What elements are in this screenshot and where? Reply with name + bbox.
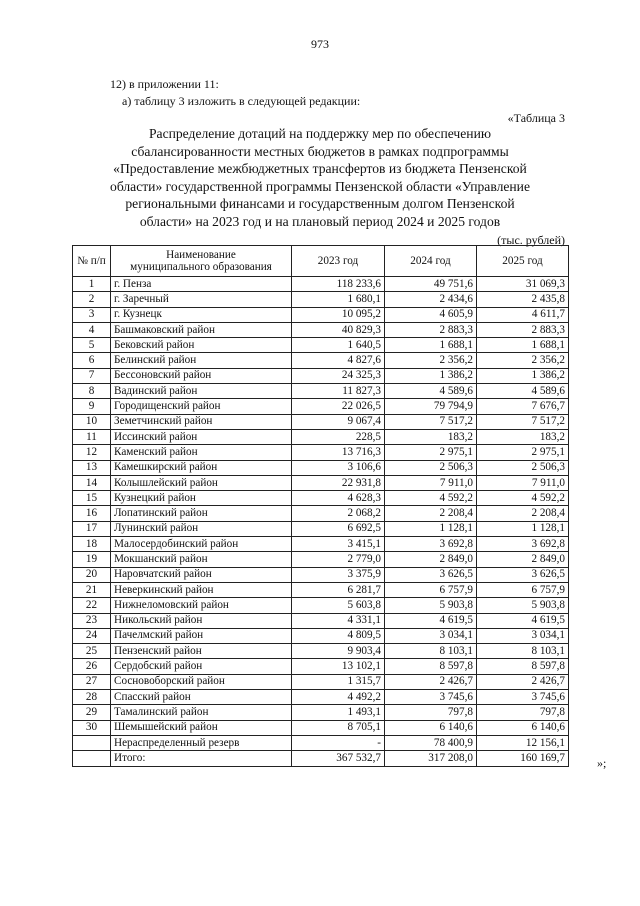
units-label: (тыс. рублей) — [497, 233, 565, 247]
value-2025: 5 903,8 — [477, 598, 569, 613]
municipality-name: Пензенский район — [111, 644, 292, 659]
table-row — [73, 613, 569, 628]
value-2023: 8 705,1 — [292, 720, 385, 735]
value-2024: 8 103,1 — [385, 644, 477, 659]
row-number: 13 — [73, 460, 111, 475]
municipality-name: г. Пенза — [111, 277, 292, 292]
value-2025: 183,2 — [477, 429, 569, 444]
table-row — [73, 735, 569, 750]
header-number: № п/п — [73, 246, 111, 277]
title-line: сбалансированности местных бюджетов в рамках подпрограммы — [131, 143, 509, 159]
title-line: области» государственной программы Пензенской области «Управление — [110, 178, 530, 194]
value-2024: 4 592,2 — [385, 491, 477, 506]
value-2023: 1 640,5 — [292, 338, 385, 353]
value-2025: 2 506,3 — [477, 460, 569, 475]
value-2023: 367 532,7 — [292, 751, 385, 766]
value-2024: 317 208,0 — [385, 751, 477, 766]
table-row — [73, 491, 569, 506]
value-2024: 2 426,7 — [385, 674, 477, 689]
header-2024: 2024 год — [385, 246, 477, 277]
table-row — [73, 552, 569, 567]
table-row — [73, 429, 569, 444]
value-2023: 4 809,5 — [292, 628, 385, 643]
municipality-name: Спасский район — [111, 690, 292, 705]
municipality-name: Бековский район — [111, 338, 292, 353]
value-2023: 22 931,8 — [292, 475, 385, 490]
table-row — [73, 521, 569, 536]
value-2025: 2 975,1 — [477, 445, 569, 460]
subsidy-table — [72, 245, 569, 767]
row-number: 26 — [73, 659, 111, 674]
municipality-name: Иссинский район — [111, 429, 292, 444]
value-2023: 3 415,1 — [292, 537, 385, 552]
value-2025: 4 589,6 — [477, 384, 569, 399]
table-row — [73, 307, 569, 322]
row-number: 12 — [73, 445, 111, 460]
value-2025: 3 692,8 — [477, 537, 569, 552]
value-2025: 3 745,6 — [477, 690, 569, 705]
table-row — [73, 690, 569, 705]
value-2024: 4 589,6 — [385, 384, 477, 399]
row-number: 15 — [73, 491, 111, 506]
row-number: 3 — [73, 307, 111, 322]
row-number: 18 — [73, 537, 111, 552]
value-2024: 4 619,5 — [385, 613, 477, 628]
title-line: Распределение дотаций на поддержку мер по обеспечению — [148, 126, 492, 141]
value-2023: 4 331,1 — [292, 613, 385, 628]
municipality-name: Сосновоборский район — [111, 674, 292, 689]
value-2024: 183,2 — [385, 429, 477, 444]
value-2025: 4 592,2 — [477, 491, 569, 506]
value-2023: 3 106,6 — [292, 460, 385, 475]
value-2024: 49 751,6 — [385, 277, 477, 292]
title-line: «Предоставление межбюджетных трансфертов из бюджета Пензенской — [113, 161, 527, 177]
row-number: 25 — [73, 644, 111, 659]
table-row — [73, 414, 569, 429]
table-row — [73, 720, 569, 735]
value-2025: 8 103,1 — [477, 644, 569, 659]
table-row — [73, 537, 569, 552]
value-2025: 2 435,8 — [477, 292, 569, 307]
value-2023: 4 492,2 — [292, 690, 385, 705]
table-row — [73, 705, 569, 720]
value-2024: 1 128,1 — [385, 521, 477, 536]
value-2025: 1 386,2 — [477, 368, 569, 383]
value-2024: 6 140,6 — [385, 720, 477, 735]
row-number: 2 — [73, 292, 111, 307]
header-name — [111, 246, 292, 277]
value-2023: 3 375,9 — [292, 567, 385, 582]
row-number — [73, 751, 111, 766]
value-2023: 228,5 — [292, 429, 385, 444]
value-2025: 1 128,1 — [477, 521, 569, 536]
value-2024: 1 386,2 — [385, 368, 477, 383]
value-2024: 2 506,3 — [385, 460, 477, 475]
value-2025: 3 626,5 — [477, 567, 569, 582]
value-2025: 797,8 — [477, 705, 569, 720]
value-2024: 7 517,2 — [385, 414, 477, 429]
municipality-name: Земетчинский район — [111, 414, 292, 429]
table-title — [72, 125, 568, 231]
value-2025: 160 169,7 — [477, 751, 569, 766]
row-number: 27 — [73, 674, 111, 689]
value-2023: - — [292, 735, 385, 750]
table-row — [73, 506, 569, 521]
municipality-name: г. Заречный — [111, 292, 292, 307]
row-number: 11 — [73, 429, 111, 444]
row-number: 4 — [73, 322, 111, 337]
value-2024: 79 794,9 — [385, 399, 477, 414]
value-2023: 13 716,3 — [292, 445, 385, 460]
row-number: 1 — [73, 277, 111, 292]
row-number: 17 — [73, 521, 111, 536]
row-number: 10 — [73, 414, 111, 429]
value-2023: 40 829,3 — [292, 322, 385, 337]
value-2024: 3 692,8 — [385, 537, 477, 552]
row-number: 9 — [73, 399, 111, 414]
value-2025: 7 911,0 — [477, 475, 569, 490]
municipality-name: Наровчатский район — [111, 567, 292, 582]
municipality-name: Шемышейский район — [111, 720, 292, 735]
value-2023: 2 779,0 — [292, 552, 385, 567]
row-number: 29 — [73, 705, 111, 720]
table-row — [73, 368, 569, 383]
value-2023: 4 628,3 — [292, 491, 385, 506]
row-number — [73, 735, 111, 750]
row-number: 7 — [73, 368, 111, 383]
value-2024: 78 400,9 — [385, 735, 477, 750]
title-line: области» на 2023 год и на плановый период 2024 и 2025 годов — [139, 213, 501, 229]
table-row — [73, 353, 569, 368]
value-2025: 12 156,1 — [477, 735, 569, 750]
value-2024: 3 745,6 — [385, 690, 477, 705]
value-2023: 11 827,3 — [292, 384, 385, 399]
table-row — [73, 292, 569, 307]
row-number: 19 — [73, 552, 111, 567]
value-2024: 1 688,1 — [385, 338, 477, 353]
value-2024: 2 208,4 — [385, 506, 477, 521]
row-number: 30 — [73, 720, 111, 735]
municipality-name: Мокшанский район — [111, 552, 292, 567]
value-2025: 6 757,9 — [477, 582, 569, 597]
table-row — [73, 582, 569, 597]
value-2025: 1 688,1 — [477, 338, 569, 353]
header-name-line1: Наименование — [166, 249, 236, 261]
municipality-name: Пачелмский район — [111, 628, 292, 643]
value-2025: 2 883,3 — [477, 322, 569, 337]
table-row — [73, 567, 569, 582]
table-row — [73, 338, 569, 353]
header-name-line2: муниципального образования — [130, 261, 272, 273]
row-number: 14 — [73, 475, 111, 490]
closing-quote: »; — [597, 756, 607, 770]
value-2024: 7 911,0 — [385, 475, 477, 490]
value-2025: 2 849,0 — [477, 552, 569, 567]
municipality-name: Каменский район — [111, 445, 292, 460]
municipality-name: Сердобский район — [111, 659, 292, 674]
municipality-name: Городищенский район — [111, 399, 292, 414]
value-2025: 4 611,7 — [477, 307, 569, 322]
value-2023: 13 102,1 — [292, 659, 385, 674]
page-number: 973 — [311, 37, 329, 51]
municipality-name: Вадинский район — [111, 384, 292, 399]
row-number: 5 — [73, 338, 111, 353]
value-2025: 2 426,7 — [477, 674, 569, 689]
value-2024: 8 597,8 — [385, 659, 477, 674]
value-2024: 2 434,6 — [385, 292, 477, 307]
table-row — [73, 659, 569, 674]
municipality-name: Бессоновский район — [111, 368, 292, 383]
value-2025: 2 208,4 — [477, 506, 569, 521]
row-number: 6 — [73, 353, 111, 368]
value-2025: 8 597,8 — [477, 659, 569, 674]
table-row — [73, 751, 569, 766]
municipality-name: Никольский район — [111, 613, 292, 628]
row-number: 21 — [73, 582, 111, 597]
table-row — [73, 277, 569, 292]
value-2024: 2 356,2 — [385, 353, 477, 368]
header-2023: 2023 год — [292, 246, 385, 277]
value-2025: 31 069,3 — [477, 277, 569, 292]
value-2025: 6 140,6 — [477, 720, 569, 735]
amendment-item: 12) в приложении 11: — [110, 77, 219, 91]
value-2025: 2 356,2 — [477, 353, 569, 368]
row-number: 23 — [73, 613, 111, 628]
amendment-subitem: а) таблицу 3 изложить в следующей редакции: — [122, 94, 361, 108]
table-row — [73, 644, 569, 659]
municipality-name: Лунинский район — [111, 521, 292, 536]
municipality-name: Кузнецкий район — [111, 491, 292, 506]
value-2024: 6 757,9 — [385, 582, 477, 597]
municipality-name: Итого: — [111, 751, 292, 766]
value-2024: 3 034,1 — [385, 628, 477, 643]
municipality-name: Камешкирский район — [111, 460, 292, 475]
row-number: 16 — [73, 506, 111, 521]
value-2024: 797,8 — [385, 705, 477, 720]
municipality-name: Лопатинский район — [111, 506, 292, 521]
municipality-name: г. Кузнецк — [111, 307, 292, 322]
table-label: «Таблица 3 — [507, 111, 565, 125]
value-2023: 118 233,6 — [292, 277, 385, 292]
row-number: 28 — [73, 690, 111, 705]
value-2025: 7 517,2 — [477, 414, 569, 429]
table-row — [73, 674, 569, 689]
value-2023: 10 095,2 — [292, 307, 385, 322]
value-2023: 1 315,7 — [292, 674, 385, 689]
municipality-name: Неверкинский район — [111, 582, 292, 597]
value-2024: 5 903,8 — [385, 598, 477, 613]
value-2024: 4 605,9 — [385, 307, 477, 322]
municipality-name: Колышлейский район — [111, 475, 292, 490]
value-2025: 3 034,1 — [477, 628, 569, 643]
value-2023: 6 281,7 — [292, 582, 385, 597]
value-2024: 2 849,0 — [385, 552, 477, 567]
value-2023: 22 026,5 — [292, 399, 385, 414]
value-2024: 2 975,1 — [385, 445, 477, 460]
table-row — [73, 598, 569, 613]
municipality-name: Белинский район — [111, 353, 292, 368]
table-row — [73, 399, 569, 414]
value-2023: 9 903,4 — [292, 644, 385, 659]
row-number: 8 — [73, 384, 111, 399]
table-row — [73, 460, 569, 475]
table-row — [73, 475, 569, 490]
table-header-row — [73, 246, 569, 277]
value-2024: 3 626,5 — [385, 567, 477, 582]
value-2023: 2 068,2 — [292, 506, 385, 521]
value-2023: 24 325,3 — [292, 368, 385, 383]
table-row — [73, 445, 569, 460]
table-row — [73, 322, 569, 337]
value-2023: 1 680,1 — [292, 292, 385, 307]
table-row — [73, 628, 569, 643]
municipality-name: Нераспределенный резерв — [111, 735, 292, 750]
row-number: 20 — [73, 567, 111, 582]
value-2023: 5 603,8 — [292, 598, 385, 613]
municipality-name: Тамалинский район — [111, 705, 292, 720]
municipality-name: Башмаковский район — [111, 322, 292, 337]
value-2023: 4 827,6 — [292, 353, 385, 368]
value-2025: 4 619,5 — [477, 613, 569, 628]
row-number: 24 — [73, 628, 111, 643]
municipality-name: Нижнеломовский район — [111, 598, 292, 613]
value-2023: 6 692,5 — [292, 521, 385, 536]
header-2025: 2025 год — [477, 246, 569, 277]
row-number: 22 — [73, 598, 111, 613]
value-2025: 7 676,7 — [477, 399, 569, 414]
municipality-name: Малосердобинский район — [111, 537, 292, 552]
title-line: региональными финансами и государственным долгом Пензенской — [125, 196, 515, 212]
value-2024: 2 883,3 — [385, 322, 477, 337]
value-2023: 9 067,4 — [292, 414, 385, 429]
table-row — [73, 384, 569, 399]
value-2023: 1 493,1 — [292, 705, 385, 720]
